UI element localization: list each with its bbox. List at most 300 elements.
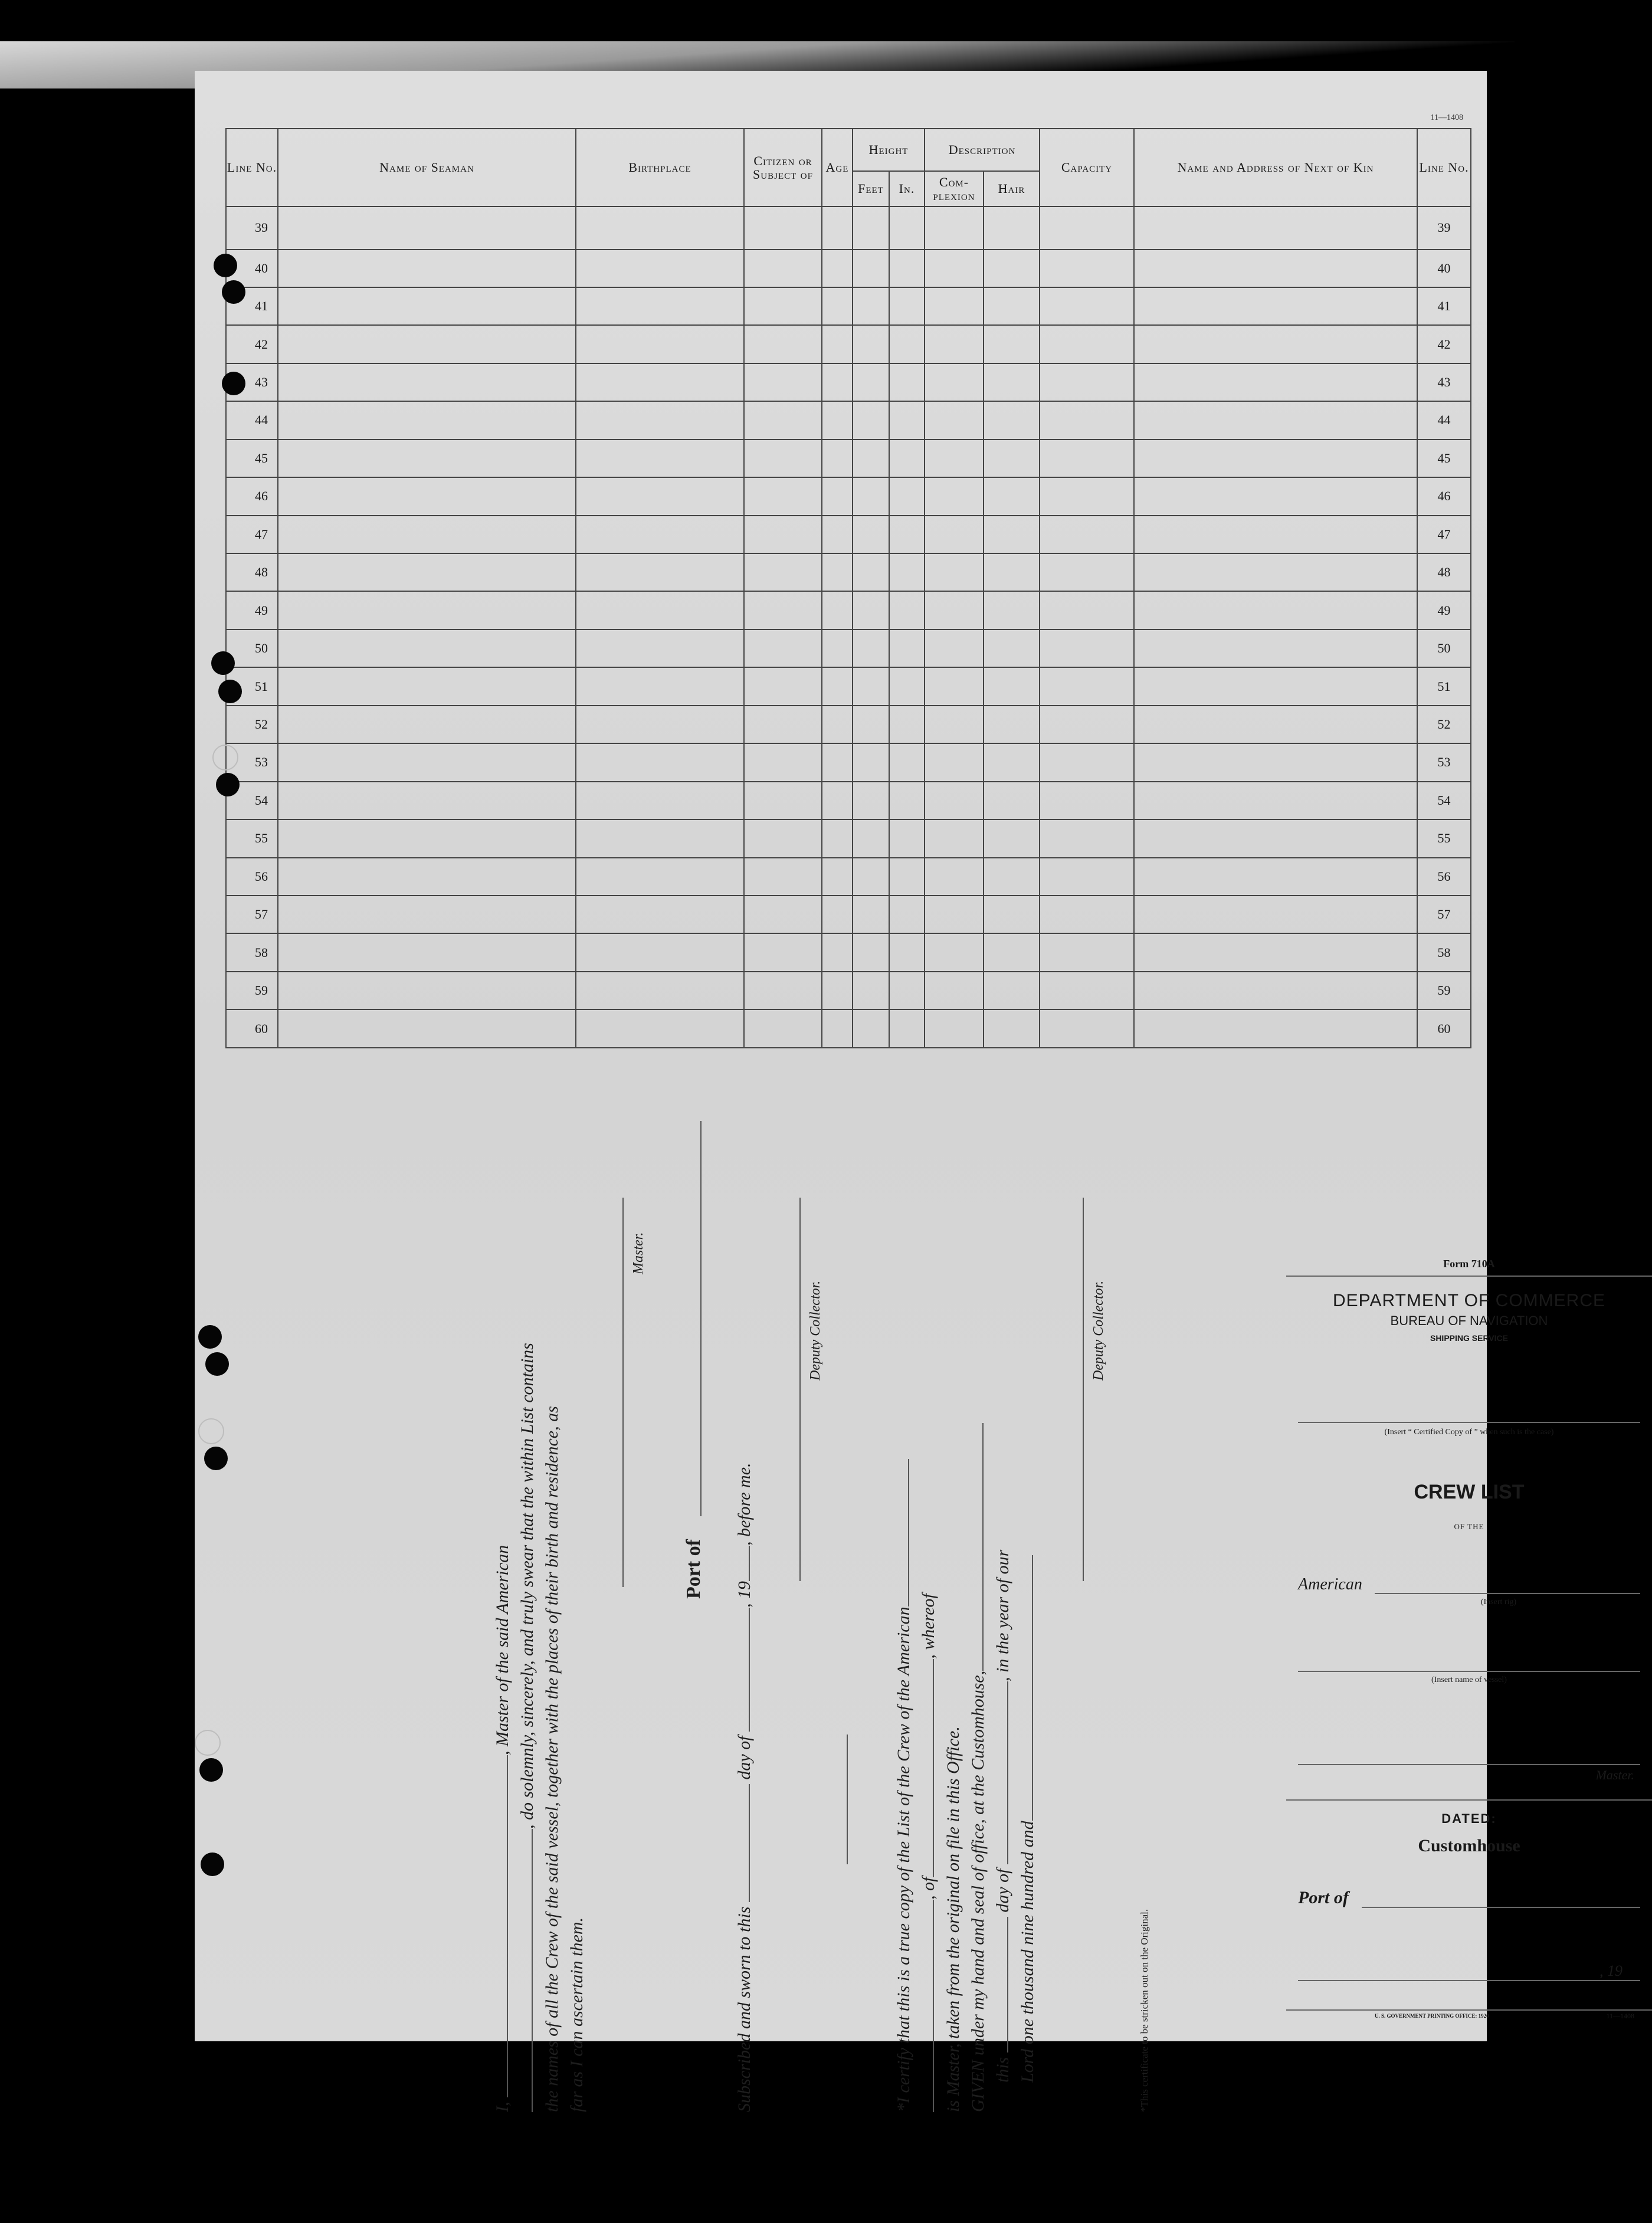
- table-cell: [744, 206, 822, 250]
- table-cell: [889, 1009, 925, 1048]
- table-cell: [744, 477, 822, 515]
- whereof-text: , whereof: [919, 1594, 938, 1659]
- table-cell: [576, 933, 744, 971]
- insert-rig-note: (Insert rig): [1480, 1598, 1517, 1606]
- header-feet: Feet: [853, 171, 889, 206]
- subscribed-before-me: , before me.: [735, 1463, 754, 1546]
- table-cell: [984, 287, 1040, 325]
- table-cell: [576, 250, 744, 287]
- port-of-line: [700, 1121, 702, 1516]
- table-cell: [889, 933, 925, 971]
- table-cell: [744, 401, 822, 439]
- oath-i: I,: [493, 2101, 512, 2112]
- table-cell: [278, 250, 576, 287]
- table-cell: [278, 706, 576, 743]
- table-cell: [984, 858, 1040, 896]
- deputy-collector-label: Deputy Collector.: [808, 1280, 823, 1381]
- table-cell: [853, 363, 889, 401]
- table-cell: [853, 858, 889, 896]
- table-cell: [853, 287, 889, 325]
- header-name-of-seaman: Name of Seaman: [278, 129, 576, 206]
- panel-rule-bottom: [1286, 2009, 1652, 2011]
- line-number: 49: [226, 591, 278, 629]
- table-cell: [1040, 782, 1134, 819]
- table-cell: [1134, 706, 1417, 743]
- line-number: 52: [226, 706, 278, 743]
- table-row: [226, 629, 1471, 667]
- table-row: [226, 516, 1471, 553]
- table-cell: [278, 516, 576, 553]
- table-cell: [744, 782, 822, 819]
- table-cell: [925, 477, 984, 515]
- of-text: , of: [919, 1877, 938, 1900]
- header-capacity: Capacity: [1040, 129, 1134, 206]
- table-cell: [744, 706, 822, 743]
- table-cell: [744, 972, 822, 1009]
- line-number-right: 59: [1417, 972, 1471, 1009]
- punch-hole: [222, 372, 245, 395]
- table-cell: [1040, 401, 1134, 439]
- table-cell: [889, 287, 925, 325]
- table-cell: [889, 667, 925, 705]
- table-cell: [576, 553, 744, 591]
- header-height: Height: [853, 129, 925, 171]
- table-cell: [822, 858, 853, 896]
- port-of-label: Port of: [683, 1539, 704, 1599]
- given-text: GIVEN under my hand and seal of office, at the Customhouse,: [968, 1670, 988, 2112]
- line-number: 55: [226, 819, 278, 857]
- subscribed-line: [735, 1463, 755, 2112]
- table-cell: [853, 516, 889, 553]
- table-cell: [1040, 858, 1134, 896]
- table-cell: [853, 629, 889, 667]
- table-cell: [1134, 206, 1417, 250]
- port-line: [1362, 1907, 1640, 1908]
- line-number: 44: [226, 401, 278, 439]
- oath-master-of: , Master of the said American: [493, 1545, 512, 1755]
- oath-line-1: [493, 1545, 513, 2112]
- panel-rule-top: [1286, 1276, 1652, 1277]
- table-cell: [278, 858, 576, 896]
- table-cell: [1040, 667, 1134, 705]
- table-cell: [278, 629, 576, 667]
- table-cell: [853, 819, 889, 857]
- table-cell: [984, 401, 1040, 439]
- table-cell: [576, 440, 744, 477]
- header-inches: In.: [889, 171, 925, 206]
- table-cell: [576, 1009, 744, 1048]
- table-cell: [744, 287, 822, 325]
- table-cell: [889, 477, 925, 515]
- line-number: 47: [226, 516, 278, 553]
- table-cell: [925, 591, 984, 629]
- line-number-right: 53: [1417, 743, 1471, 781]
- header-birthplace: Birthplace: [576, 129, 744, 206]
- table-cell: [1040, 706, 1134, 743]
- table-cell: [853, 553, 889, 591]
- table-cell: [925, 1009, 984, 1048]
- table-cell: [925, 287, 984, 325]
- table-row: [226, 858, 1471, 896]
- table-cell: [1134, 287, 1417, 325]
- table-cell: [853, 667, 889, 705]
- line-number-right: 43: [1417, 363, 1471, 401]
- table-cell: [278, 401, 576, 439]
- table-cell: [853, 933, 889, 971]
- table-cell: [984, 440, 1040, 477]
- table-cell: [1040, 440, 1134, 477]
- punch-hole-faint: [195, 1730, 221, 1756]
- table-cell: [1040, 287, 1134, 325]
- table-cell: [853, 477, 889, 515]
- table-cell: [576, 706, 744, 743]
- header-complexion: Com- plexion: [925, 171, 984, 206]
- line-number-right: 55: [1417, 819, 1471, 857]
- table-row: [226, 401, 1471, 439]
- header-description: Description: [925, 129, 1040, 171]
- table-cell: [1134, 325, 1417, 363]
- table-cell: [889, 553, 925, 591]
- line-number-right: 39: [1417, 206, 1471, 250]
- table-cell: [822, 706, 853, 743]
- this-line: [993, 1550, 1013, 2083]
- table-cell: [889, 591, 925, 629]
- table-cell: [1134, 896, 1417, 933]
- table-cell: [744, 858, 822, 896]
- table-cell: [822, 972, 853, 1009]
- table-cell: [1134, 440, 1417, 477]
- table-cell: [853, 782, 889, 819]
- table-cell: [278, 782, 576, 819]
- table-cell: [744, 896, 822, 933]
- table-cell: [1134, 250, 1417, 287]
- table-cell: [822, 553, 853, 591]
- table-cell: [1040, 250, 1134, 287]
- table-cell: [1134, 553, 1417, 591]
- table-cell: [853, 206, 889, 250]
- table-cell: [744, 819, 822, 857]
- table-cell: [1134, 477, 1417, 515]
- table-cell: [1040, 206, 1134, 250]
- header-next-of-kin: Name and Address of Next of Kin: [1134, 129, 1417, 206]
- panel-rule-mid: [1286, 1799, 1652, 1801]
- table-cell: [1134, 972, 1417, 1009]
- table-cell: [822, 401, 853, 439]
- line-number-right: 44: [1417, 401, 1471, 439]
- certified-copy-line: [1298, 1422, 1640, 1423]
- table-cell: [822, 591, 853, 629]
- master-label: Master.: [631, 1232, 646, 1274]
- table-cell: [853, 743, 889, 781]
- table-cell: [889, 858, 925, 896]
- table-cell: [278, 206, 576, 250]
- lord-line: [1018, 1555, 1038, 2083]
- table-cell: [1040, 972, 1134, 1009]
- table-cell: [576, 819, 744, 857]
- date-line: [1298, 1980, 1640, 1981]
- table-cell: [889, 516, 925, 553]
- table-cell: [984, 1009, 1040, 1048]
- bureau-of-navigation: BUREAU OF NAVIGATION: [1390, 1313, 1548, 1328]
- table-row: [226, 440, 1471, 477]
- table-row: [226, 972, 1471, 1009]
- customhouse-label: Customhouse: [1418, 1836, 1520, 1855]
- table-cell: [984, 250, 1040, 287]
- of-line: [919, 1594, 939, 2112]
- table-cell: [1134, 743, 1417, 781]
- punch-hole: [211, 651, 235, 675]
- line-number: 60: [226, 1009, 278, 1048]
- table-cell: [925, 972, 984, 1009]
- table-cell: [889, 706, 925, 743]
- punch-hole: [199, 1758, 223, 1782]
- master-line: [1298, 1764, 1640, 1765]
- table-cell: [822, 896, 853, 933]
- table-cell: [853, 972, 889, 1009]
- line-number-right: 41: [1417, 287, 1471, 325]
- table-row: [226, 287, 1471, 325]
- line-number-right: 58: [1417, 933, 1471, 971]
- certify-line: [894, 1459, 914, 2112]
- line-number: 43: [226, 363, 278, 401]
- table-cell: [822, 250, 853, 287]
- table-cell: [984, 325, 1040, 363]
- punch-hole: [218, 680, 242, 703]
- vessel-name-line: [1298, 1671, 1640, 1672]
- table-cell: [744, 743, 822, 781]
- table-body: [226, 206, 1471, 1048]
- table-cell: [984, 477, 1040, 515]
- table-cell: [853, 250, 889, 287]
- table-cell: [822, 440, 853, 477]
- table-cell: [925, 819, 984, 857]
- table-row: [226, 1009, 1471, 1048]
- table-cell: [1040, 325, 1134, 363]
- table-cell: [1040, 363, 1134, 401]
- table-cell: [576, 972, 744, 1009]
- table-cell: [1134, 363, 1417, 401]
- table-cell: [925, 440, 984, 477]
- punch-hole: [216, 773, 240, 796]
- lord-text: Lord one thousand nine hundred and: [1018, 1821, 1037, 2083]
- table-cell: [822, 933, 853, 971]
- table-cell: [984, 591, 1040, 629]
- table-cell: [744, 591, 822, 629]
- table-row: [226, 553, 1471, 591]
- table-cell: [925, 250, 984, 287]
- line-number-right: 60: [1417, 1009, 1471, 1048]
- table-cell: [576, 629, 744, 667]
- table-cell: [744, 516, 822, 553]
- line-number-right: 49: [1417, 591, 1471, 629]
- table-cell: [925, 667, 984, 705]
- master-signature-line: [622, 1198, 624, 1587]
- subscribed-month-blank: [749, 1608, 750, 1732]
- table-cell: [822, 516, 853, 553]
- line-number-right: 46: [1417, 477, 1471, 515]
- table-cell: [278, 591, 576, 629]
- punch-hole-faint: [198, 1418, 224, 1444]
- line-number-right: 51: [1417, 667, 1471, 705]
- table-cell: [925, 706, 984, 743]
- table-cell: [853, 591, 889, 629]
- panel-form-number: 11—1408: [1606, 2012, 1634, 2020]
- table-cell: [278, 287, 576, 325]
- table-row: [226, 896, 1471, 933]
- punch-hole: [204, 1447, 228, 1470]
- table-cell: [822, 206, 853, 250]
- table-cell: [744, 1009, 822, 1048]
- line-number: 56: [226, 858, 278, 896]
- table-cell: [925, 629, 984, 667]
- of-the: OF THE: [1454, 1522, 1484, 1531]
- crew-table: [225, 128, 1471, 1048]
- punch-hole: [214, 254, 237, 277]
- line-number: 41: [226, 287, 278, 325]
- year-19-label: , 19: [1599, 1962, 1622, 1979]
- table-cell: [925, 896, 984, 933]
- header-line-no-right: Line No.: [1417, 129, 1471, 206]
- table-cell: [1134, 819, 1417, 857]
- oath-swear: , do solemnly, sincerely, and truly swear that the within List contains: [517, 1343, 537, 1829]
- table-row: [226, 743, 1471, 781]
- line-number: 59: [226, 972, 278, 1009]
- table-cell: [744, 363, 822, 401]
- table-cell: [853, 896, 889, 933]
- table-row: [226, 325, 1471, 363]
- subscribed-text: Subscribed and sworn to this: [735, 1906, 754, 2112]
- table-cell: [576, 743, 744, 781]
- punch-hole: [201, 1852, 224, 1876]
- table-cell: [744, 250, 822, 287]
- table-cell: [853, 401, 889, 439]
- line-number: 58: [226, 933, 278, 971]
- table-cell: [744, 629, 822, 667]
- table-cell: [889, 896, 925, 933]
- table-cell: [889, 629, 925, 667]
- table-cell: [1040, 743, 1134, 781]
- table-cell: [1040, 553, 1134, 591]
- table-cell: [744, 933, 822, 971]
- footnote: *This certificate to be stricken out on the Original.: [1139, 1909, 1150, 2112]
- lord-blank: [1032, 1555, 1033, 1821]
- table-cell: [278, 1009, 576, 1048]
- table-cell: [925, 933, 984, 971]
- table-cell: [925, 858, 984, 896]
- table-cell: [984, 667, 1040, 705]
- of-blank-1: [933, 1900, 934, 2112]
- day-of-text: day of: [993, 1868, 1012, 1913]
- table-cell: [278, 440, 576, 477]
- subscribed-day-of: day of: [735, 1736, 754, 1780]
- table-cell: [984, 516, 1040, 553]
- table-cell: [744, 440, 822, 477]
- american-label: American: [1298, 1575, 1362, 1594]
- table-cell: [853, 706, 889, 743]
- subscribed-day-blank: [749, 1784, 750, 1902]
- table-row: [226, 591, 1471, 629]
- port-of-label-panel: Port of: [1298, 1888, 1349, 1907]
- insert-vessel-note: (Insert name of vessel): [1431, 1676, 1507, 1684]
- this-text: this: [993, 2057, 1012, 2083]
- table-cell: [278, 743, 576, 781]
- table-cell: [889, 250, 925, 287]
- table-cell: [984, 553, 1040, 591]
- line-number-right: 47: [1417, 516, 1471, 553]
- table-cell: [278, 325, 576, 363]
- table-cell: [822, 363, 853, 401]
- table-cell: [576, 782, 744, 819]
- table-cell: [744, 325, 822, 363]
- table-cell: [889, 440, 925, 477]
- table-cell: [853, 440, 889, 477]
- table-cell: [822, 629, 853, 667]
- table-cell: [1040, 1009, 1134, 1048]
- line-number: 51: [226, 667, 278, 705]
- table-cell: [1134, 667, 1417, 705]
- table-cell: [853, 325, 889, 363]
- dated-label: DATED:: [1441, 1811, 1497, 1826]
- table-cell: [576, 287, 744, 325]
- header-citizen: Citizen or Subject of: [744, 129, 822, 206]
- table-cell: [925, 363, 984, 401]
- line-number: 42: [226, 325, 278, 363]
- table-cell: [1134, 782, 1417, 819]
- table-cell: [984, 819, 1040, 857]
- line-number-right: 40: [1417, 250, 1471, 287]
- oath-line-2: [517, 1343, 537, 2112]
- of-blank-2: [933, 1659, 934, 1877]
- table-row: [226, 933, 1471, 971]
- master-label-panel: Master.: [1595, 1768, 1634, 1782]
- table-cell: [744, 667, 822, 705]
- table-row: [226, 782, 1471, 819]
- certify-text: *I certify that this is a true copy of the List of the Crew of the American: [894, 1606, 913, 2112]
- table-cell: [889, 206, 925, 250]
- line-number: 53: [226, 743, 278, 781]
- line-number-right: 42: [1417, 325, 1471, 363]
- table-cell: [278, 933, 576, 971]
- table-cell: [278, 363, 576, 401]
- table-cell: [576, 858, 744, 896]
- table-cell: [889, 363, 925, 401]
- table-cell: [278, 667, 576, 705]
- table-cell: [889, 401, 925, 439]
- table-cell: [576, 325, 744, 363]
- printing-office: U. S. GOVERNMENT PRINTING OFFICE: 1920: [1375, 2013, 1489, 2019]
- table-row: [226, 250, 1471, 287]
- table-cell: [853, 1009, 889, 1048]
- table-cell: [925, 553, 984, 591]
- table-cell: [1134, 1009, 1417, 1048]
- insert-certified-note: (Insert “ Certified Copy of ” when such is the case): [1384, 1428, 1554, 1437]
- table-cell: [1134, 629, 1417, 667]
- table-cell: [984, 629, 1040, 667]
- crew-list-cover-panel: [1286, 1245, 1652, 2041]
- table-row: [226, 206, 1471, 250]
- certify-vessel-blank: [908, 1459, 909, 1606]
- table-cell: [576, 401, 744, 439]
- table-cell: [925, 782, 984, 819]
- table-cell: [1134, 933, 1417, 971]
- header-hair: Hair: [984, 171, 1040, 206]
- table-cell: [822, 325, 853, 363]
- year-of-our-text: , in the year of our: [993, 1549, 1012, 1681]
- table-cell: [984, 206, 1040, 250]
- deputy-collector-label-2: Deputy Collector.: [1091, 1280, 1106, 1381]
- table-cell: [822, 667, 853, 705]
- table-cell: [984, 363, 1040, 401]
